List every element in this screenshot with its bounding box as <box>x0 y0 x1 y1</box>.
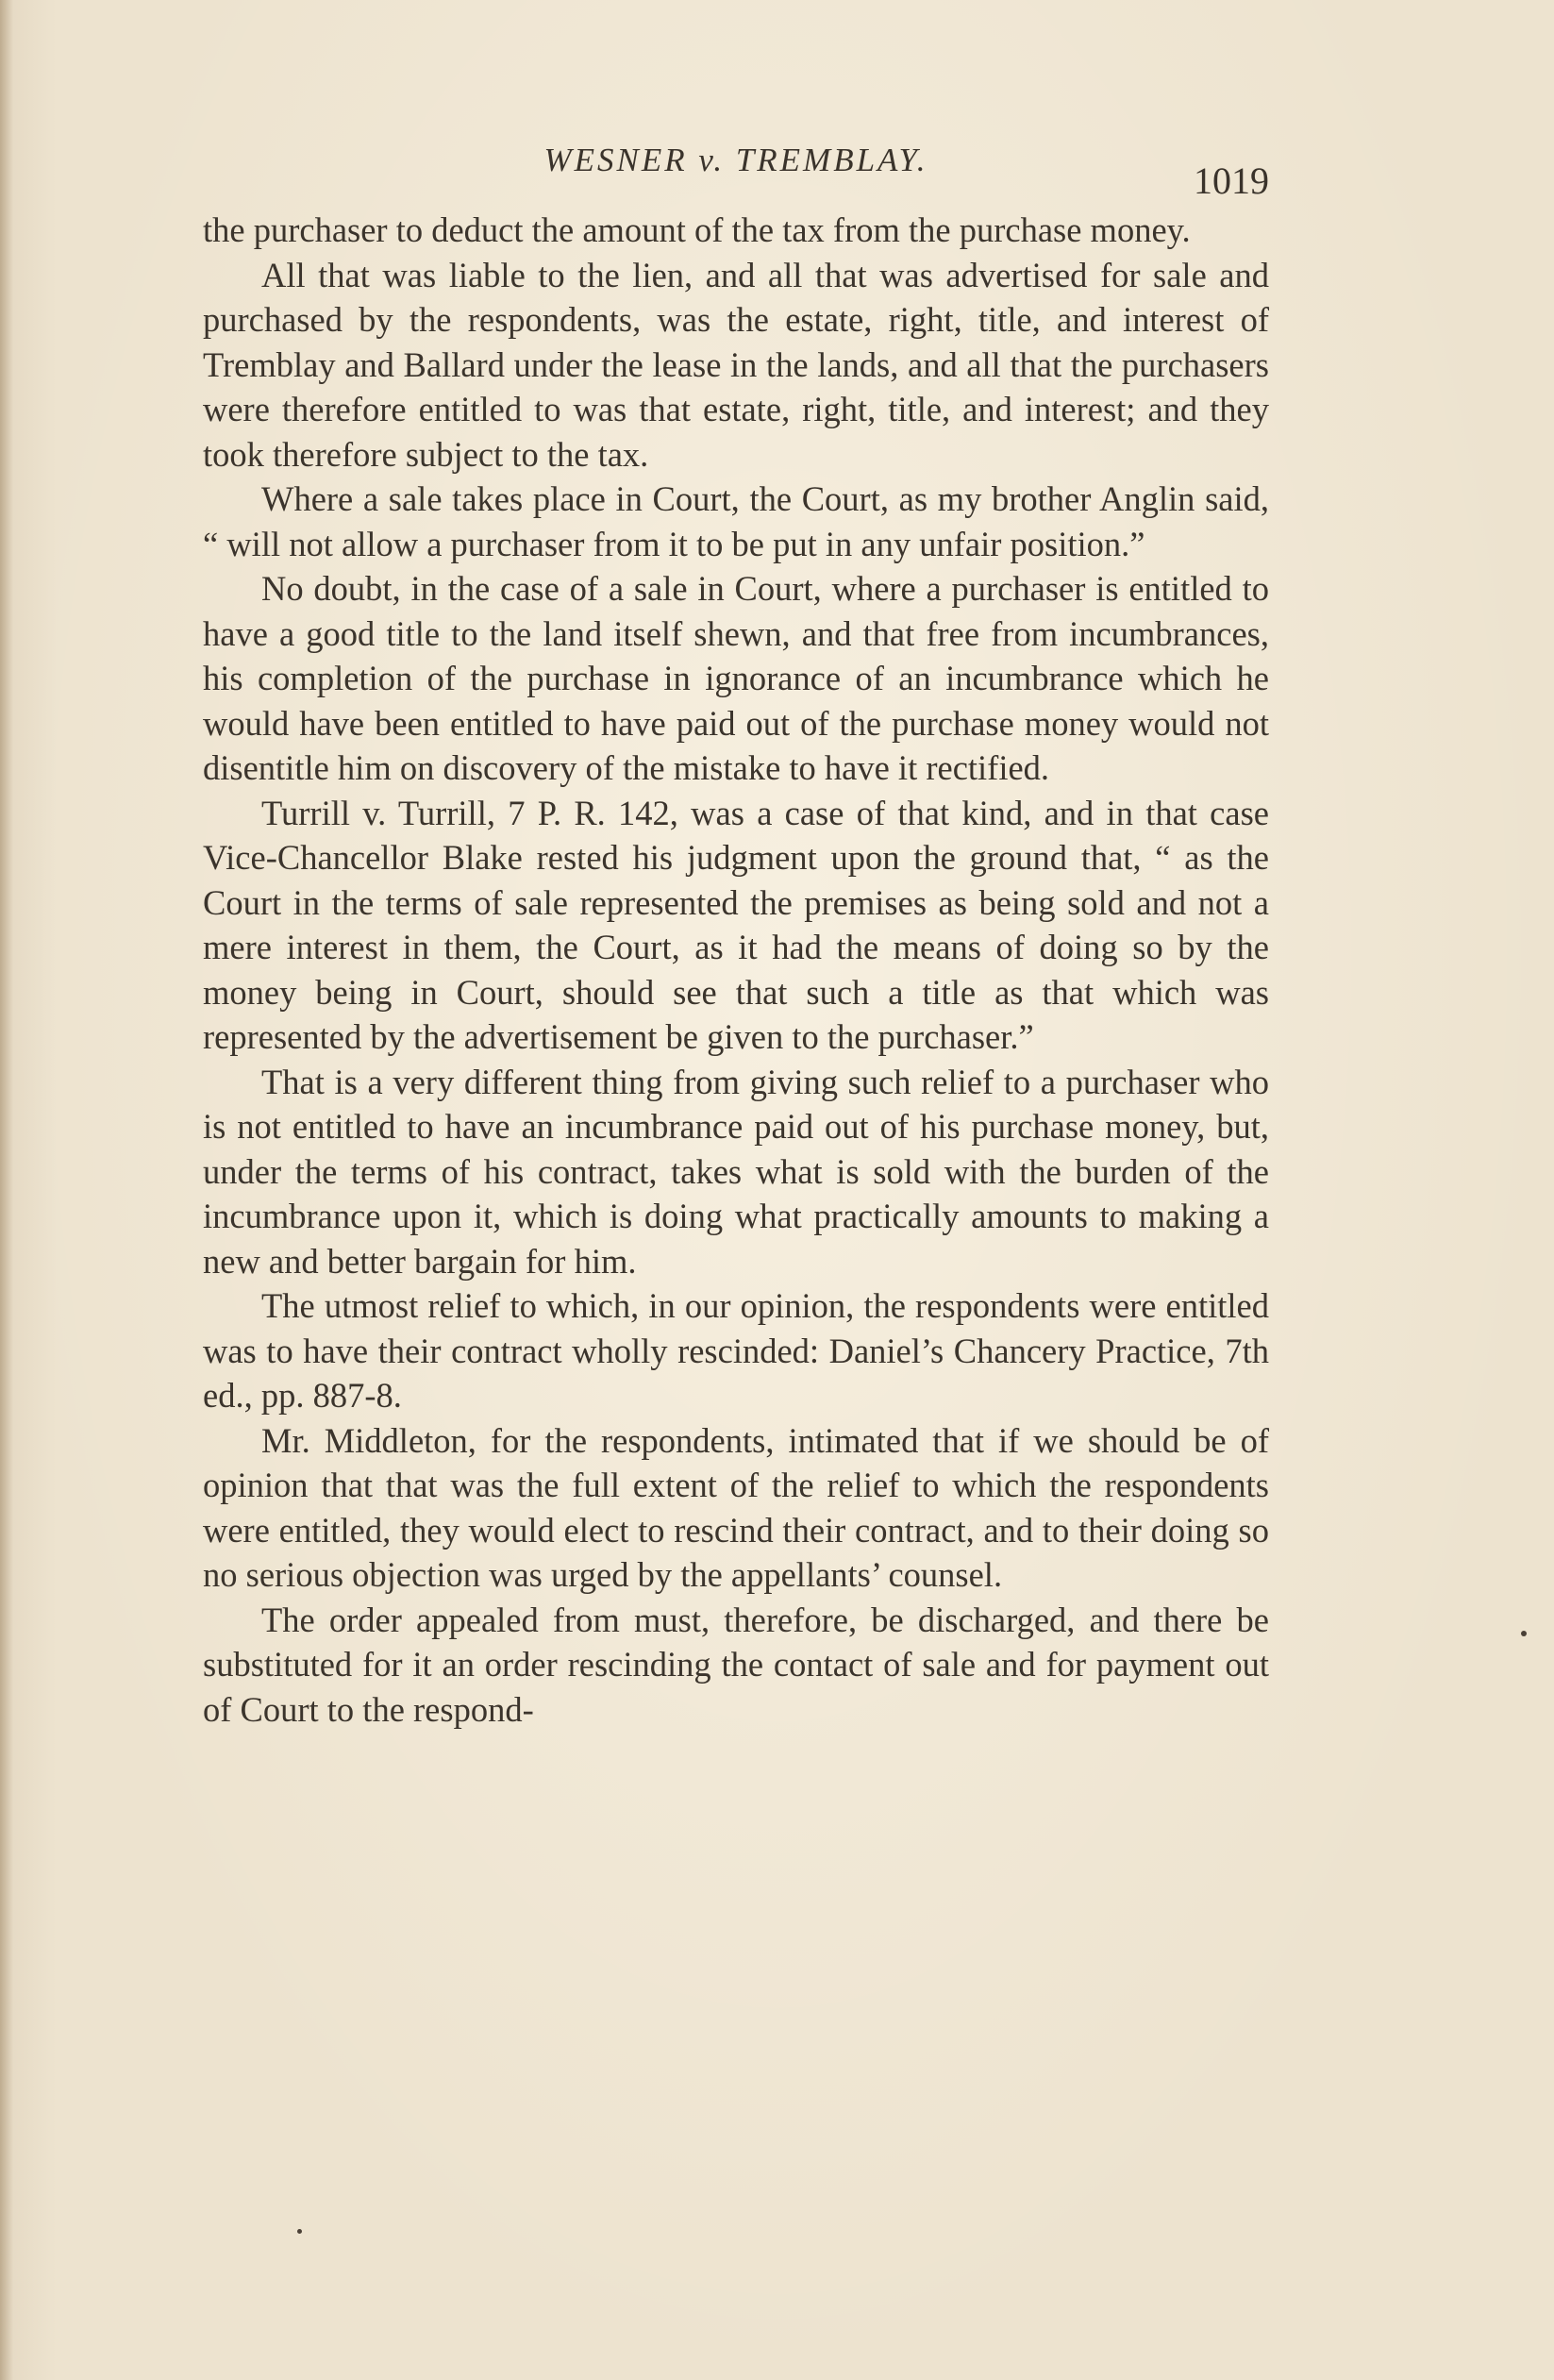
ink-speck <box>1521 1631 1527 1636</box>
paragraph: Where a sale takes place in Court, the Court, as my brother Anglin said, “ will not allow a purchaser from it to be put in any unfair position.” <box>203 479 1269 563</box>
page-binding-edge <box>0 0 13 2380</box>
paragraph: No doubt, in the case of a sale in Court, where a purchaser is entitled to have a good title to the land itself shewn, and that free from incumbrances, his completion of the purchase in ignorance of an incumbrance which he would have been entitled to have paid out of the purchase money would not disentitle him on discovery of the mistake to have it rectified. <box>203 569 1269 787</box>
paragraph: Mr. Middleton, for the respondents, intimated that if we should be of opinion that that was the full extent of the relief to which the respondents were entitled, they would elect to rescind their contract, and to their doing so no serious objection was urged by the appellants’ counsel. <box>203 1420 1269 1594</box>
paragraph: That is a very different thing from giving such relief to a purchaser who is not entitled to have an incumbrance paid out of his purchase money, but, under the terms of his contract, takes what is sold with the burden of the incumbrance upon it, which is doing what practically amounts to making a new and better bargain for him. <box>203 1062 1269 1281</box>
book-page <box>203 142 1269 1732</box>
page-number: 1019 <box>1194 159 1269 202</box>
running-title: WESNER v. TREMBLAY. <box>543 142 928 178</box>
paragraph: The order appealed from must, therefore, be discharged, and there be substituted for it an order rescinding the contact of sale and for payment out of Court to the respond- <box>203 1600 1269 1729</box>
ink-speck <box>297 2229 302 2234</box>
body-text <box>203 208 1269 1732</box>
paragraph: All that was liable to the lien, and all that was advertised for sale and purchased by the respondents, was the estate, right, title, and interest of Tremblay and Ballard under the lease in the lands, and all that the purchasers were therefore entitled to was that estate, right, title, and interest; and they took therefore subject to the tax. <box>203 255 1269 474</box>
paragraph: Turrill v. Turrill, 7 P. R. 142, was a case of that kind, and in that case Vice-Chancellor Blake rested his judgment upon the ground that, “ as the Court in the terms of sale represented the premises as being sold and not a mere interest in them, the Court, as it had the means of doing so by the money being in Court, should see that such a title as that which was represented by the advertisement be given to the purchaser.” <box>203 793 1269 1056</box>
paragraph: The utmost relief to which, in our opinion, the respondents were entitled was to have their contract wholly rescinded: Daniel’s Chancery Practice, 7th ed., pp. 887-8. <box>203 1286 1269 1415</box>
paragraph: the purchaser to deduct the amount of the tax from the purchase money. <box>203 210 1191 249</box>
running-head <box>203 142 1269 208</box>
